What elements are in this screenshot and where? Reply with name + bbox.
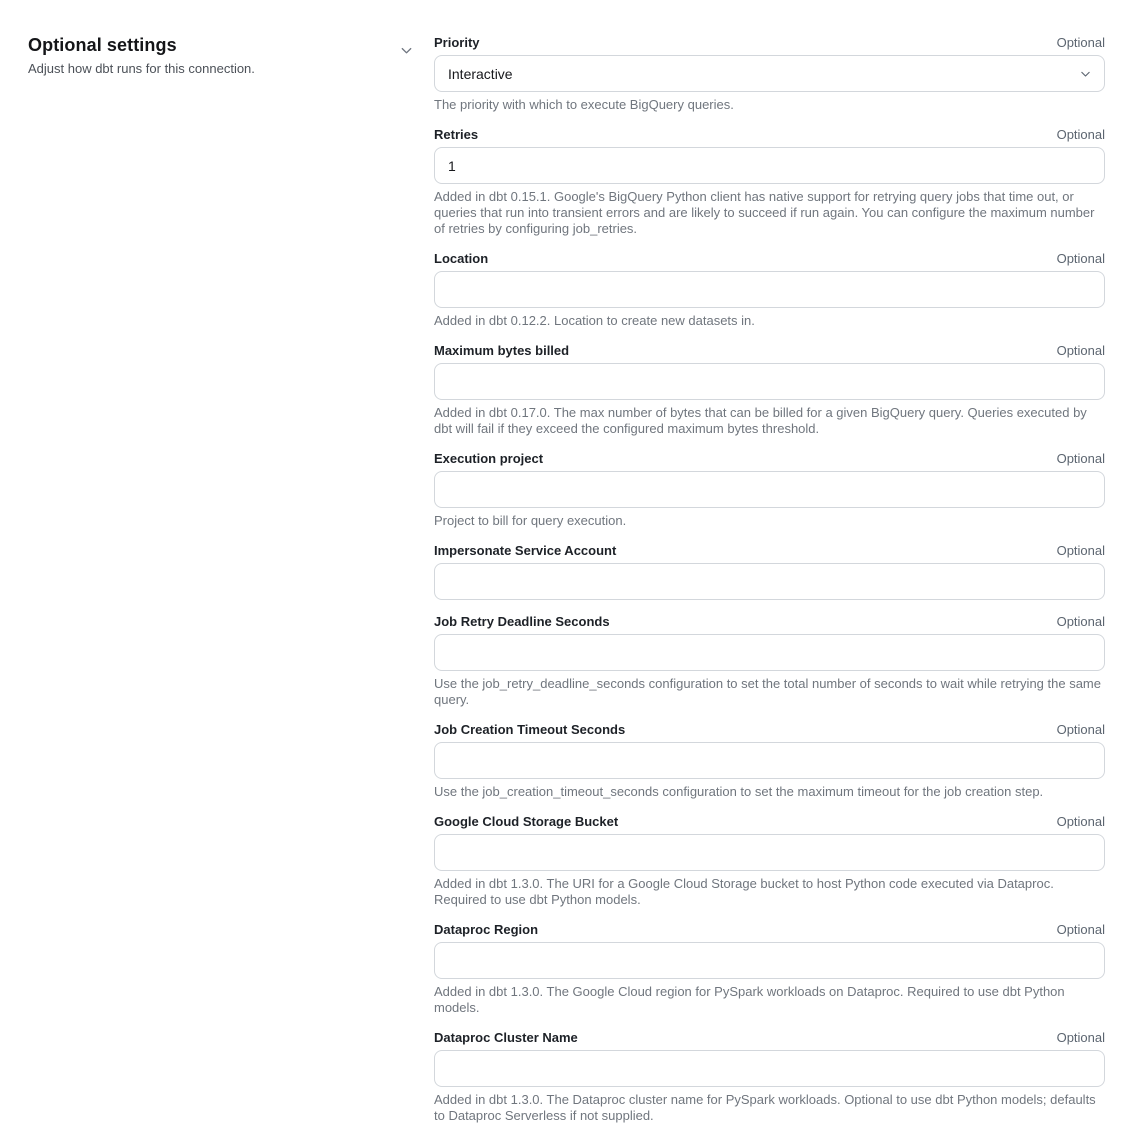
field-impersonate-service-account [434,542,1105,600]
field-execution-project [434,450,1105,529]
field-control [434,942,1105,979]
field-help: Added in dbt 0.15.1. Google's BigQuery Python client has native support for retrying query jobs that time out, or queries that run into transient errors and are likely to succeed if run again. You can configure the maximum number of retries by configuring job_retries. [434,189,1095,236]
field-help: Use the job_retry_deadline_seconds configuration to set the total number of seconds to wait while retrying the same query. [434,676,1101,707]
field-input[interactable] [434,271,1105,308]
field-label: Job Creation Timeout Seconds [434,722,626,737]
field-label: Retries [434,127,479,142]
section-title: Optional settings [28,35,177,55]
field-label: Maximum bytes billed [434,343,570,358]
field-control [434,147,1105,184]
settings-form [434,34,1105,1137]
optional-badge: Optional [1056,543,1105,558]
field-input[interactable] [434,834,1105,871]
field-control [434,471,1105,508]
field-header [434,1029,1105,1046]
field-job-retry-deadline-seconds [434,613,1105,708]
field-priority [434,34,1105,113]
field-label: Google Cloud Storage Bucket [434,814,619,829]
field-header [434,34,1105,51]
field-label: Impersonate Service Account [434,543,617,558]
field-job-creation-timeout-seconds [434,721,1105,800]
optional-badge: Optional [1056,1030,1105,1045]
field-control [434,742,1105,779]
field-header [434,126,1105,143]
field-control [434,563,1105,600]
field-input[interactable] [434,942,1105,979]
field-label: Location [434,251,489,266]
field-input[interactable] [434,742,1105,779]
field-help: The priority with which to execute BigQuery queries. [434,97,734,112]
field-input[interactable] [434,1050,1105,1087]
field-location [434,250,1105,329]
field-header [434,450,1105,467]
field-dataproc-region [434,921,1105,1016]
field-control [434,271,1105,308]
field-help: Added in dbt 1.3.0. The Google Cloud region for PySpark workloads on Dataproc. Required to use dbt Python models. [434,984,1065,1015]
field-header [434,921,1105,938]
field-label: Dataproc Cluster Name [434,1030,578,1045]
field-help: Project to bill for query execution. [434,513,627,528]
field-maximum-bytes-billed [434,342,1105,437]
optional-badge: Optional [1056,343,1105,358]
field-input[interactable] [434,363,1105,400]
optional-badge: Optional [1056,922,1105,937]
optional-badge: Optional [1056,814,1105,829]
optional-badge: Optional [1056,127,1105,142]
field-google-cloud-storage-bucket [434,813,1105,908]
field-header [434,250,1105,267]
field-input[interactable] [434,634,1105,671]
field-label: Priority [434,35,480,50]
optional-badge: Optional [1056,722,1105,737]
field-retries [434,126,1105,237]
optional-badge: Optional [1056,35,1105,50]
field-header [434,813,1105,830]
field-help: Added in dbt 0.12.2. Location to create new datasets in. [434,313,755,328]
field-control [434,55,1105,92]
field-input[interactable] [434,147,1105,184]
field-header [434,613,1105,630]
field-input[interactable] [434,563,1105,600]
field-help: Added in dbt 0.17.0. The max number of bytes that can be billed for a given BigQuery query. Queries executed by dbt will fail if they exceed the configured maximum bytes threshold. [434,405,1087,436]
field-help: Added in dbt 1.3.0. The URI for a Google Cloud Storage bucket to host Python code executed via Dataproc. Required to use dbt Python models. [434,876,1054,907]
field-label: Execution project [434,451,544,466]
optional-badge: Optional [1056,451,1105,466]
section-subtitle: Adjust how dbt runs for this connection. [28,61,255,76]
field-dataproc-cluster-name [434,1029,1105,1124]
field-control [434,834,1105,871]
chevron-down-icon[interactable] [399,43,414,58]
field-control [434,363,1105,400]
section-header-text [28,34,255,77]
section-header [28,34,420,77]
optional-badge: Optional [1056,614,1105,629]
field-header [434,542,1105,559]
field-help: Use the job_creation_timeout_seconds configuration to set the maximum timeout for the job creation step. [434,784,1044,799]
field-header [434,342,1105,359]
optional-badge: Optional [1056,251,1105,266]
field-header [434,721,1105,738]
field-input[interactable] [434,471,1105,508]
field-select[interactable] [434,55,1105,92]
field-control [434,1050,1105,1087]
field-label: Dataproc Region [434,922,539,937]
field-label: Job Retry Deadline Seconds [434,614,610,629]
field-help: Added in dbt 1.3.0. The Dataproc cluster name for PySpark workloads. Optional to use dbt Python models; defaults to Dataproc Serverless if not supplied. [434,1092,1096,1123]
field-control [434,634,1105,671]
